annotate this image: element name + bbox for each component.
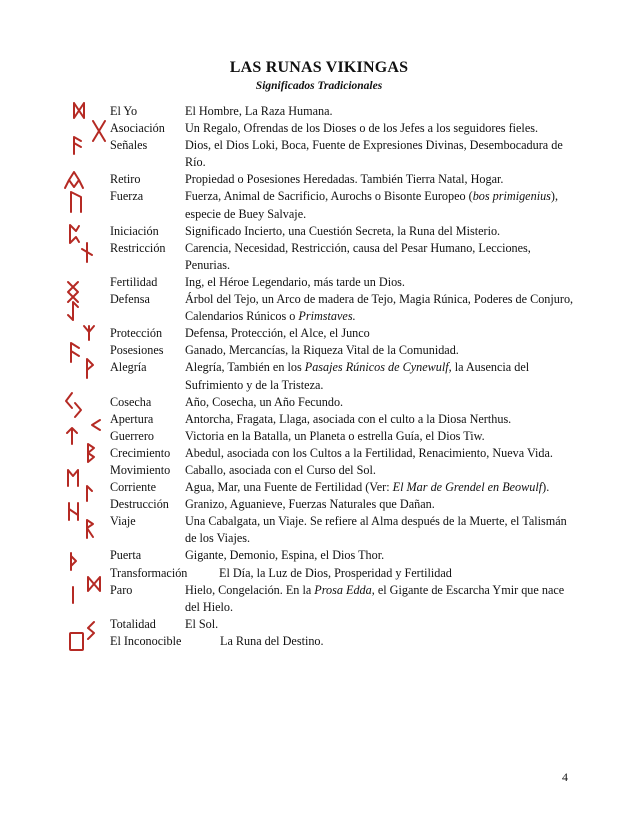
rune-term: Crecimiento [110, 445, 171, 460]
rune-term: Destrucción [110, 497, 169, 512]
rune-meaning: El Sol. [185, 616, 219, 631]
meaning-italic-text: bos primigenius [472, 189, 551, 204]
rune-term: Alegría [110, 360, 147, 375]
rune-term: El Yo [110, 104, 138, 118]
rune-meaning: Un Regalo, Ofrendas de los Dioses o de los Jefes a los seguidores fieles. [185, 121, 539, 136]
meaning-text: Alegría, También en los [185, 360, 305, 375]
rune-meaning: Defensa, Protección, el Alce, el Junco [185, 326, 370, 341]
rune-term: Viaje [110, 514, 136, 529]
list-item [0, 616, 638, 633]
meaning-text: ), especie de Buey Salvaje. [185, 189, 559, 221]
list-item [0, 445, 638, 462]
rune-meaning: Caballo, asociada con el Curso del Sol. [185, 462, 376, 477]
list-item [0, 479, 638, 496]
rune-term: Apertura [110, 411, 154, 426]
list-item [0, 394, 638, 411]
rune-term: Protección [110, 326, 163, 341]
rune-meaning: El Día, la Luz de Dios, Prosperidad y Fertilidad [219, 565, 452, 580]
rune-term: Corriente [110, 480, 157, 495]
rune-meaning: Año, Cosecha, un Año Fecundo. [185, 394, 344, 409]
list-item [0, 547, 638, 564]
rune-meaning: Antorcha, Fragata, Llaga, asociada con el culto a la Diosa Nerthus. [185, 411, 512, 426]
list-item [0, 411, 638, 428]
list-item [0, 120, 638, 137]
rune-meaning: El Hombre, La Raza Humana. [185, 104, 333, 118]
rune-meaning [185, 188, 578, 222]
rune-term: Fertilidad [110, 274, 158, 289]
page-title: LAS RUNAS VIKINGAS [229, 59, 409, 76]
list-item [0, 496, 638, 513]
rune-term: El Inconocible [110, 633, 182, 648]
meaning-text: Fuerza, Animal de Sacrificio, Aurochs o Bisonte Europeo ( [185, 189, 473, 204]
page-subtitle: Significados Tradicionales [255, 80, 383, 92]
rune-meaning: Una Cabalgata, un Viaje. Se refiere al Alma después de la Muerte, el Talismán de los Viajes. [185, 514, 567, 546]
rune-term: Retiro [110, 172, 141, 187]
list-item [0, 428, 638, 445]
list-item [0, 240, 638, 274]
rune-meaning [185, 291, 578, 325]
rune-term: Asociación [110, 121, 165, 136]
list-item [0, 137, 638, 171]
list-item [0, 582, 638, 616]
list-item [0, 291, 638, 325]
rune-meaning: Carencia, Necesidad, Restricción, causa del Pesar Humano, Lecciones, Penurias. [185, 240, 531, 272]
rune-term: Posesiones [110, 343, 164, 358]
rune-term: Restricción [110, 240, 166, 255]
rune-meaning [185, 479, 578, 496]
page-number: 4 [562, 770, 568, 784]
meaning-text: ). [542, 480, 550, 495]
rune-meaning: Dios, el Dios Loki, Boca, Fuente de Expresiones Divinas, Desembocadura de Río. [185, 138, 563, 170]
meaning-text: Agua, Mar, una Fuente de Fertilidad (Ver: [185, 480, 393, 495]
rune-meaning: Ganado, Mercancías, la Riqueza Vital de la Comunidad. [185, 343, 459, 358]
rune-term: Puerta [110, 548, 142, 563]
rune-term: Fuerza [110, 189, 144, 204]
list-item [0, 359, 638, 393]
list-item [0, 188, 638, 222]
rune-meaning: Victoria en la Batalla, un Planeta o estrella Guía, el Dios Tiw. [185, 428, 485, 443]
rune-term: Paro [110, 582, 133, 597]
meaning-italic-text: Pasajes Rúnicos de Cynewulf [304, 360, 449, 375]
meaning-italic-text: El Mar de Grendel en Beowulf [392, 480, 543, 495]
rune-meaning [185, 582, 578, 616]
rune-term: Guerrero [110, 428, 154, 443]
meaning-italic-text: Primstaves. [298, 309, 356, 324]
rune-meaning: Ing, el Héroe Legendario, más tarde un Dios. [185, 274, 405, 289]
list-item [0, 223, 638, 240]
list-item [0, 633, 638, 650]
rune-term: Cosecha [110, 394, 152, 409]
rune-term: Señales [110, 138, 148, 153]
rune-meaning [185, 359, 578, 393]
list-item [0, 171, 638, 188]
list-item [0, 103, 638, 120]
rune-meaning: Significado Incierto, una Cuestión Secreta, la Runa del Misterio. [185, 223, 501, 238]
list-item [0, 274, 638, 291]
rune-meaning: La Runa del Destino. [220, 633, 324, 648]
list-item [0, 565, 638, 582]
rune-term: Defensa [110, 292, 150, 307]
rune-meaning: Gigante, Demonio, Espina, el Dios Thor. [185, 548, 385, 563]
list-item [0, 325, 638, 342]
rune-meanings-list [0, 103, 638, 650]
rune-meaning: Propiedad o Posesiones Heredadas. También Tierra Natal, Hogar. [185, 172, 504, 187]
rune-term: Transformación [110, 565, 188, 580]
list-item [0, 513, 638, 547]
list-item [0, 342, 638, 359]
meaning-italic-text: Prosa Edda [314, 582, 372, 597]
meaning-text: , la Ausencia del Sufrimiento y de la Tristeza. [185, 360, 530, 392]
rune-term: Totalidad [110, 616, 156, 631]
meaning-text: Árbol del Tejo, un Arco de madera de Tejo, Magia Rúnica, Poderes de Conjuro, Calendarios Rúnicos o [185, 292, 574, 324]
meaning-text: Hielo, Congelación. En la [185, 582, 315, 597]
list-item [0, 462, 638, 479]
rune-meaning: Abedul, asociada con los Cultos a la Fertilidad, Renacimiento, Nueva Vida. [185, 445, 553, 460]
rune-meaning: Granizo, Aguanieve, Fuerzas Naturales que Dañan. [185, 497, 435, 512]
rune-term: Iniciación [110, 223, 159, 238]
meaning-text: , el Gigante de Escarcha Ymir que nace del Hielo. [185, 582, 565, 614]
rune-term: Movimiento [110, 462, 171, 477]
